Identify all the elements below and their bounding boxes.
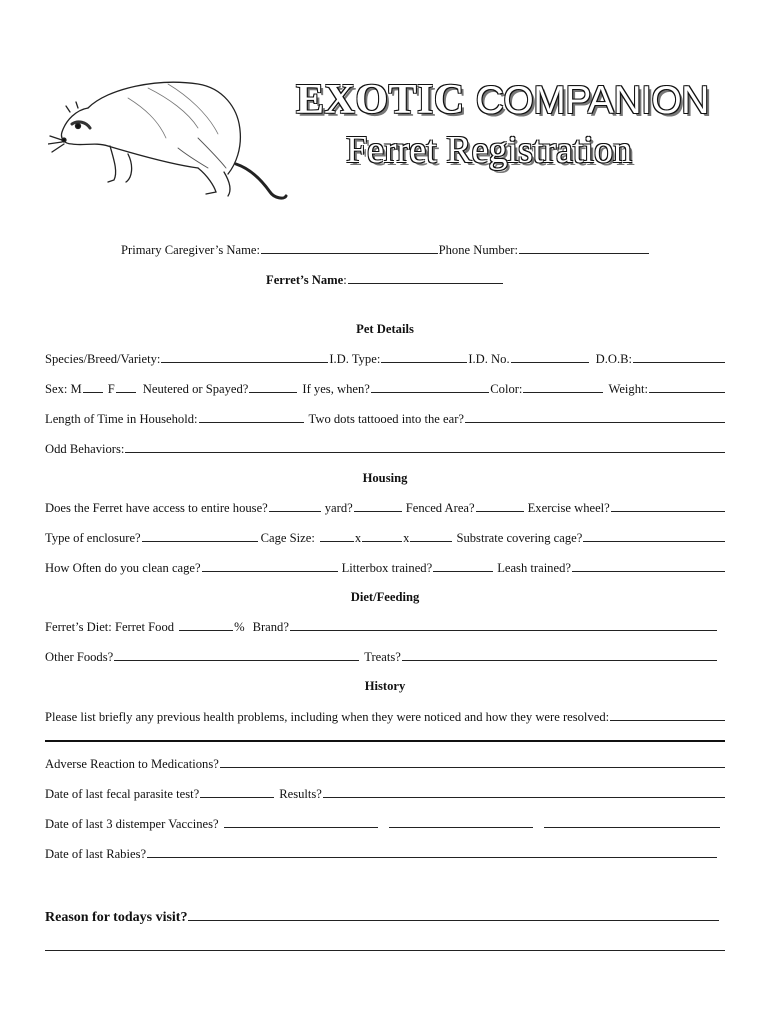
- caregiver-row: [121, 242, 650, 258]
- cage-size-x2: x: [403, 531, 410, 545]
- page-title: [296, 76, 709, 124]
- rabies-row: [45, 846, 718, 862]
- reason-row: [45, 908, 720, 926]
- results-label: Results?: [279, 787, 322, 801]
- id-type-field[interactable]: [381, 351, 467, 363]
- sex-row: [45, 381, 726, 397]
- substrate-label: Substrate covering cage?: [456, 531, 583, 545]
- species-row: [45, 351, 726, 367]
- leash-label: Leash trained?: [497, 561, 571, 575]
- fecal-row: [45, 786, 726, 802]
- if-yes-field[interactable]: [371, 381, 489, 393]
- health-field[interactable]: [610, 709, 725, 721]
- length-field[interactable]: [199, 411, 304, 423]
- caregiver-label: Primary Caregiver’s Name:: [121, 243, 260, 257]
- history-divider: [45, 740, 725, 742]
- clean-label: How Often do you clean cage?: [45, 561, 201, 575]
- distemper-field-3[interactable]: [544, 816, 720, 828]
- other-foods-row: [45, 649, 718, 665]
- phone-label: Phone Number:: [438, 243, 518, 257]
- yard-field[interactable]: [354, 500, 402, 512]
- odd-label: Odd Behaviors:: [45, 442, 125, 456]
- fenced-field[interactable]: [476, 500, 524, 512]
- fecal-label: Date of last fecal parasite test?: [45, 787, 200, 801]
- distemper-label: Date of last 3 distemper Vaccines?: [45, 817, 219, 831]
- weight-field[interactable]: [649, 381, 725, 393]
- ferret-name-label: Ferret’s Name: [266, 273, 344, 287]
- id-type-label: I.D. Type:: [329, 352, 381, 366]
- adverse-field[interactable]: [220, 756, 725, 768]
- treats-label: Treats?: [364, 650, 401, 664]
- enclosure-field[interactable]: [142, 530, 258, 542]
- clean-row: [45, 560, 726, 576]
- health-row: [45, 709, 726, 725]
- title-word-companion: COMPANION: [475, 79, 709, 122]
- reason-field[interactable]: [188, 908, 719, 921]
- yard-label: yard?: [324, 501, 353, 515]
- health-label: Please list briefly any previous health problems, including when they were noticed and how they were resolved:: [45, 710, 610, 724]
- section-history: History: [364, 679, 406, 693]
- results-field[interactable]: [323, 786, 725, 798]
- wheel-label: Exercise wheel?: [527, 501, 610, 515]
- access-label: Does the Ferret have access to entire house?: [45, 501, 268, 515]
- cage-size-x1: x: [354, 531, 362, 545]
- fecal-field[interactable]: [200, 786, 274, 798]
- wheel-field[interactable]: [611, 500, 725, 512]
- neutered-label: Neutered or Spayed?: [142, 382, 249, 396]
- length-label: Length of Time in Household:: [45, 412, 198, 426]
- rabies-label: Date of last Rabies?: [45, 847, 147, 861]
- ferret-illustration: [48, 68, 288, 208]
- cage-size-label: Cage Size:: [260, 531, 315, 545]
- page-subtitle: Ferret Registration: [346, 129, 632, 171]
- dob-label: D.O.B:: [595, 352, 632, 366]
- species-field[interactable]: [161, 351, 328, 363]
- fenced-label: Fenced Area?: [405, 501, 475, 515]
- tattoo-label: Two dots tattooed into the ear?: [308, 412, 464, 426]
- odd-field[interactable]: [125, 441, 725, 453]
- enclosure-label: Type of enclosure?: [45, 531, 141, 545]
- color-label: Color:: [490, 382, 523, 396]
- sex-f-label: F: [107, 382, 115, 396]
- phone-field[interactable]: [519, 242, 649, 254]
- diet-row: [45, 619, 718, 635]
- brand-label: Brand?: [252, 620, 289, 634]
- diet-label: Ferret’s Diet: Ferret Food: [45, 620, 175, 634]
- reason-field-line-2[interactable]: [45, 950, 725, 951]
- section-diet: Diet/Feeding: [350, 590, 420, 604]
- sex-f-field[interactable]: [116, 381, 136, 393]
- caregiver-field[interactable]: [261, 242, 438, 254]
- tattoo-field[interactable]: [465, 411, 725, 423]
- percent-label: %: [234, 620, 245, 634]
- species-label: Species/Breed/Variety:: [45, 352, 161, 366]
- brand-field[interactable]: [290, 619, 717, 631]
- distemper-row: [45, 816, 720, 832]
- cage-size-field-3[interactable]: [410, 530, 452, 542]
- length-row: [45, 411, 726, 427]
- ferret-name-colon: :: [343, 273, 347, 287]
- sex-m-field[interactable]: [83, 381, 103, 393]
- access-row: [45, 500, 726, 516]
- title-word-exotic: EXOTIC: [296, 77, 465, 123]
- clean-field[interactable]: [202, 560, 338, 572]
- adverse-label: Adverse Reaction to Medications?: [45, 757, 219, 771]
- adverse-row: [45, 756, 726, 772]
- weight-label: Weight:: [608, 382, 648, 396]
- rabies-field[interactable]: [147, 846, 717, 858]
- litter-label: Litterbox trained?: [341, 561, 433, 575]
- ferret-name-row: [266, 272, 504, 288]
- color-field[interactable]: [523, 381, 603, 393]
- other-foods-field[interactable]: [114, 649, 359, 661]
- odd-row: [45, 441, 726, 457]
- leash-field[interactable]: [572, 560, 725, 572]
- sex-label: Sex: M: [45, 382, 82, 396]
- id-no-label: I.D. No.: [468, 352, 510, 366]
- cage-size-field-2[interactable]: [362, 530, 402, 542]
- substrate-field[interactable]: [583, 530, 725, 542]
- reason-label: Reason for todays visit?: [45, 910, 188, 925]
- section-pet-details: Pet Details: [356, 322, 414, 336]
- distemper-field-2[interactable]: [389, 816, 533, 828]
- other-foods-label: Other Foods?: [45, 650, 114, 664]
- litter-field[interactable]: [433, 560, 493, 572]
- distemper-field-1[interactable]: [224, 816, 378, 828]
- treats-field[interactable]: [402, 649, 717, 661]
- if-yes-label: If yes, when?: [302, 382, 370, 396]
- access-field[interactable]: [269, 500, 321, 512]
- ferret-name-field[interactable]: [348, 272, 503, 284]
- dob-field[interactable]: [633, 351, 725, 363]
- id-no-field[interactable]: [511, 351, 589, 363]
- ferret-food-field[interactable]: [179, 619, 233, 631]
- enclosure-row: [45, 530, 726, 546]
- cage-size-field-1[interactable]: [320, 530, 354, 542]
- section-housing: Housing: [362, 471, 408, 485]
- neutered-field[interactable]: [249, 381, 297, 393]
